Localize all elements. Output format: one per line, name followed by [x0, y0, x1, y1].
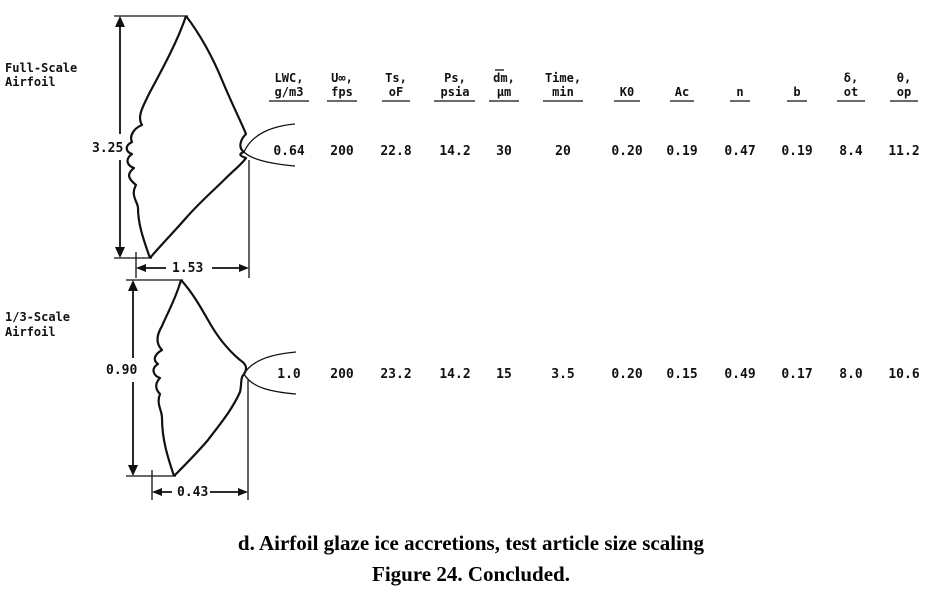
col-k0-line2: K0: [619, 85, 635, 99]
col-delta-line1: δ,: [843, 71, 859, 85]
one-third-scale-ice-shape: [154, 280, 296, 476]
table-cell: 20: [555, 144, 571, 159]
table-header: [269, 70, 918, 101]
col-velocity-line2: fps: [331, 85, 353, 99]
table-cell: 0.20: [611, 144, 643, 159]
col-velocity-line1: U∞,: [331, 71, 353, 85]
full-scale-width-dim: 1.53: [172, 261, 204, 276]
col-static-temp-line2: oF: [388, 85, 404, 99]
one-third-scale-label-line2: Airfoil: [5, 325, 56, 339]
table-cell: 0.19: [781, 144, 813, 159]
col-static-pressure-line1: Ps,: [444, 71, 466, 85]
full-scale-height-dim: 3.25: [92, 141, 124, 156]
full-scale-height-dimension: [114, 16, 188, 258]
table-cell: 3.5: [551, 367, 575, 382]
one-third-scale-width-dim: 0.43: [177, 485, 209, 500]
col-droplet-diameter-line1: dm,: [493, 71, 515, 85]
one-third-scale-height-dimension: [126, 280, 183, 476]
col-delta-line2: ot: [843, 85, 859, 99]
table-cell: 11.2: [888, 144, 920, 159]
one-third-scale-width-dimension: [152, 380, 248, 500]
table-cell: 23.2: [380, 367, 412, 382]
table-row: [277, 367, 920, 382]
full-scale-label-line2: Airfoil: [5, 75, 56, 89]
table-cell: 0.47: [724, 144, 756, 159]
full-scale-label-line1: Full-Scale: [5, 61, 78, 75]
col-theta-line1: θ,: [896, 71, 912, 85]
col-lwc-line2: g/m3: [274, 85, 304, 99]
col-n-line2: n: [736, 85, 744, 99]
col-b-line2: b: [793, 85, 801, 99]
table-cell: 22.8: [380, 144, 412, 159]
col-static-temp-line1: Ts,: [385, 71, 407, 85]
table-cell: 0.17: [781, 367, 813, 382]
table-cell: 0.20: [611, 367, 643, 382]
table-cell: 8.4: [839, 144, 863, 159]
col-static-pressure-line2: psia: [440, 85, 470, 99]
col-ac-line2: Ac: [674, 85, 690, 99]
col-droplet-diameter-line2: μm: [496, 85, 512, 99]
col-time-line1: Time,: [544, 71, 582, 85]
col-lwc-line1: LWC,: [274, 71, 304, 85]
full-scale-ice-shape: [127, 16, 295, 258]
one-third-scale-label-line1: 1/3-Scale: [5, 310, 71, 324]
table-cell: 0.49: [724, 367, 756, 382]
one-third-scale-height-dim: 0.90: [106, 363, 138, 378]
table-cell: 0.64: [273, 144, 305, 159]
table-cell: 10.6: [888, 367, 920, 382]
table-cell: 0.15: [666, 367, 698, 382]
table-cell: 0.19: [666, 144, 698, 159]
figure-caption-title: d. Airfoil glaze ice accretions, test article size scaling: [237, 531, 705, 555]
col-theta-line2: op: [896, 85, 912, 99]
table-cell: 14.2: [439, 144, 471, 159]
figure-number: Figure 24. Concluded.: [372, 562, 570, 586]
table-cell: 1.0: [277, 367, 301, 382]
table-row: [273, 144, 919, 159]
table-cell: 200: [330, 367, 354, 382]
table-cell: 30: [496, 144, 512, 159]
table-cell: 14.2: [439, 367, 471, 382]
table-cell: 200: [330, 144, 354, 159]
table-cell: 8.0: [839, 367, 863, 382]
table-cell: 15: [496, 367, 512, 382]
col-time-line2: min: [552, 85, 574, 99]
